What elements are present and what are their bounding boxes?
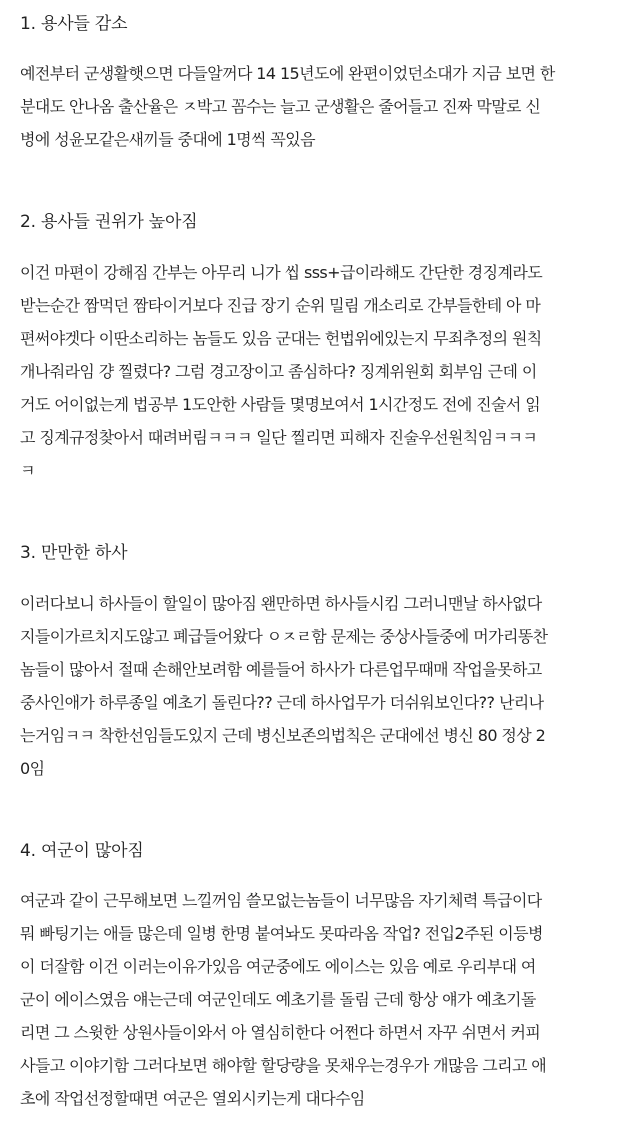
section-1 xyxy=(20,8,626,156)
section-paragraph xyxy=(20,256,626,487)
text-line: 받는순간 짬먹던 짬타이거보다 진급 장기 순위 밀림 개소리로 간부들한테 아 마 xyxy=(20,296,541,315)
section-paragraph xyxy=(20,587,626,785)
section-title: 1. 용사들 감소 xyxy=(20,14,128,34)
text-line: 거도 어이없는게 법공부 1도안한 사람들 몇명보여서 1시간정도 전에 진술서 읽 xyxy=(20,395,541,414)
text-line: 이 더잘함 이건 이러는이유가있음 여군중에도 에이스는 있음 예로 우리부대 여 xyxy=(20,957,536,976)
text-line: 지들이가르치지도않고 폐급들어왔다 ㅇㅈㄹ함 문제는 중상사들중에 머가리똥찬 xyxy=(20,627,548,646)
text-line: 편써야겟다 이딴소리하는 놈들도 있음 군대는 헌법위에있는지 무죄추정의 원칙 xyxy=(20,329,542,348)
section-4 xyxy=(20,835,626,1115)
post-body xyxy=(0,8,640,1115)
section-title: 3. 만만한 하사 xyxy=(20,543,128,563)
text-line: 리면 그 스윗한 상원사들이와서 아 열심히한다 어쩐다 하면서 자꾸 쉬면서 커피 xyxy=(20,1023,541,1042)
text-line: 군이 에이스였음 얘는근데 여군인데도 예초기를 돌림 근데 항상 얘가 예초기돌 xyxy=(20,990,536,1009)
text-line: 여군과 같이 근무해보면 느낄꺼임 쓸모없는놈들이 너무많음 자기체력 특급이다 xyxy=(20,891,542,910)
text-line: 중사인애가 하루종일 예초기 돌린다?? 근데 하사업무가 더쉬워보인다?? 난리나 xyxy=(20,693,544,712)
text-line: 0임 xyxy=(20,759,45,778)
text-line: ㅋ xyxy=(20,461,35,480)
text-line: 이러다보니 하사들이 할일이 많아짐 왠만하면 하사들시킴 그러니맨날 하사없다 xyxy=(20,594,542,613)
section-title: 4. 여군이 많아짐 xyxy=(20,841,144,861)
text-line: 병에 성윤모같은새끼들 중대에 1명씩 꼭있음 xyxy=(20,130,315,149)
text-line: 는거임ㅋㅋ 착한선임들도있지 근데 병신보존의법칙은 군대에선 병신 80 정상 2 xyxy=(20,726,546,745)
text-line: 고 징계규정찾아서 때려버림ㅋㅋㅋ 일단 찔리면 피해자 진술우선원칙임ㅋㅋㅋ xyxy=(20,428,538,447)
text-line: 뭐 빠팅기는 애들 많은데 일병 한명 붙여놔도 못따라옴 작업? 전입2주된 이등병 xyxy=(20,924,543,943)
section-title: 2. 용사들 권위가 높아짐 xyxy=(20,212,198,232)
text-line: 사들고 이야기함 그러다보면 해야할 할당량을 못채우는경우가 개많음 그리고 애 xyxy=(20,1056,547,1075)
text-line: 개나줘라임 걍 찔렸다? 그럼 경고장이고 좀심하다? 징계위원회 회부임 근데 이 xyxy=(20,362,537,381)
section-paragraph xyxy=(20,57,626,156)
section-2 xyxy=(20,206,626,487)
text-line: 초에 작업선정할때면 여군은 열외시키는게 대다수임 xyxy=(20,1089,365,1108)
section-paragraph xyxy=(20,884,626,1115)
text-line: 놈들이 많아서 절때 손해안보려함 예를들어 하사가 다른업무때매 작업을못하고 xyxy=(20,660,542,679)
text-line: 예전부터 군생활햇으면 다들알꺼다 14 15년도에 완편이었던소대가 지금 보면 한 xyxy=(20,64,555,83)
section-3 xyxy=(20,537,626,785)
text-line: 분대도 안나옴 출산율은 ㅈ박고 꼼수는 늘고 군생활은 줄어들고 진짜 막말로 신 xyxy=(20,97,541,116)
text-line: 이건 마편이 강해짐 간부는 아무리 니가 씹 sss+급이라해도 간단한 경징계라도 xyxy=(20,263,543,282)
